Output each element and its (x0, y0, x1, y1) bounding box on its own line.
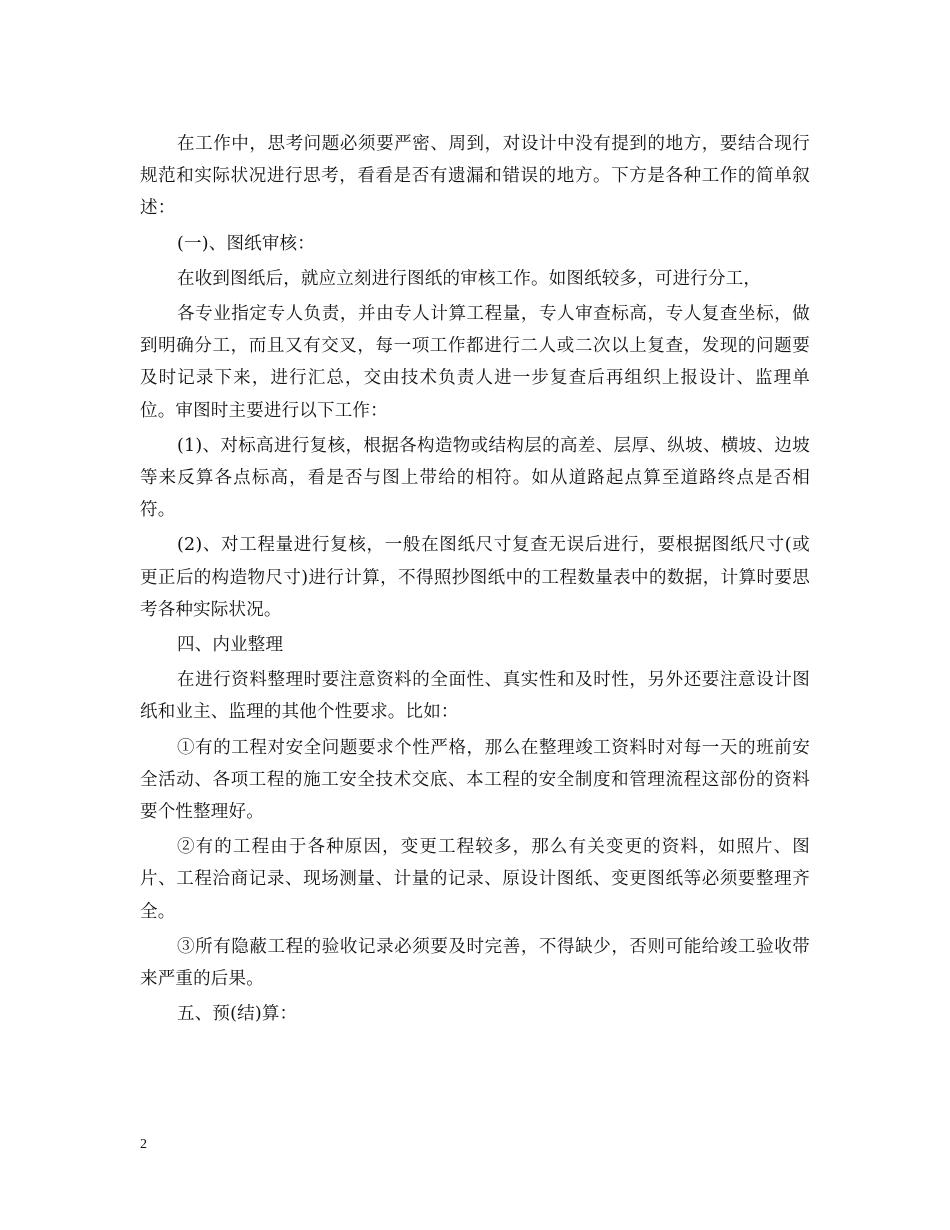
paragraph-division-of-work: 各专业指定专人负责，并由专人计算工程量，专人审查标高，专人复查坐标，做到明确分工，而且又有交叉，每一项工作都进行二人或二次以上复查，发现的问题要及时记录下来，进行汇总，交由技术负责人进一步复查后再组织上报设计、监理单位。审图时主要进行以下工作： (140, 304, 810, 421)
document-body (140, 128, 810, 1033)
paragraph-records-organization: 在进行资料整理时要注意资料的全面性、真实性和及时性，另外还要注意设计图纸和业主、监理的其他个性要求。比如： (140, 670, 810, 723)
paragraph-concealed-works: ③所有隐蔽工程的验收记录必须要及时完善，不得缺少，否则可能给竣工验收带来严重的后果。 (140, 936, 810, 990)
heading-budget-settlement: 五、预(结)算： (177, 1004, 298, 1025)
paragraph-intro: 在工作中，思考问题必须要严密、周到，对设计中没有提到的地方，要结合现行规范和实际状况进行思考，看看是否有遗漏和错误的地方。下方是各种工作的简单叙述： (140, 134, 810, 219)
heading-drawing-review: (一)、图纸审核： (177, 233, 315, 254)
page-number: 2 (140, 1137, 147, 1152)
paragraph-elevation-check: (1)、对标高进行复核，根据各构造物或结构层的高差、层厚、纵坡、横坡、边坡等来反算各点标高，看是否与图上带给的相符。如从道路起点算至道路终点是否相符。 (140, 435, 810, 521)
paragraph-safety-records: ①有的工程对安全问题要求个性严格，那么在整理竣工资料时对每一天的班前安全活动、各项工程的施工安全技术交底、本工程的安全制度和管理流程这部份的资料要个性整理好。 (140, 737, 810, 823)
paragraph-change-records: ②有的工程由于各种原因，变更工程较多，那么有关变更的资料，如照片、图片、工程洽商记录、现场测量、计量的记录、原设计图纸、变更图纸等必须要整理齐全。 (140, 837, 810, 922)
paragraph-quantity-check: (2)、对工程量进行复核，一般在图纸尺寸复查无误后进行，要根据图纸尺寸(或更正后的构造物尺寸)进行计算，不得照抄图纸中的工程数量表中的数据，计算时要思考各种实际状况。 (140, 535, 810, 620)
heading-internal-records: 四、内业整理 (177, 635, 284, 656)
paragraph-receive-drawings: 在收到图纸后，就应立刻进行图纸的审核工作。如图纸较多，可进行分工， (177, 268, 762, 289)
